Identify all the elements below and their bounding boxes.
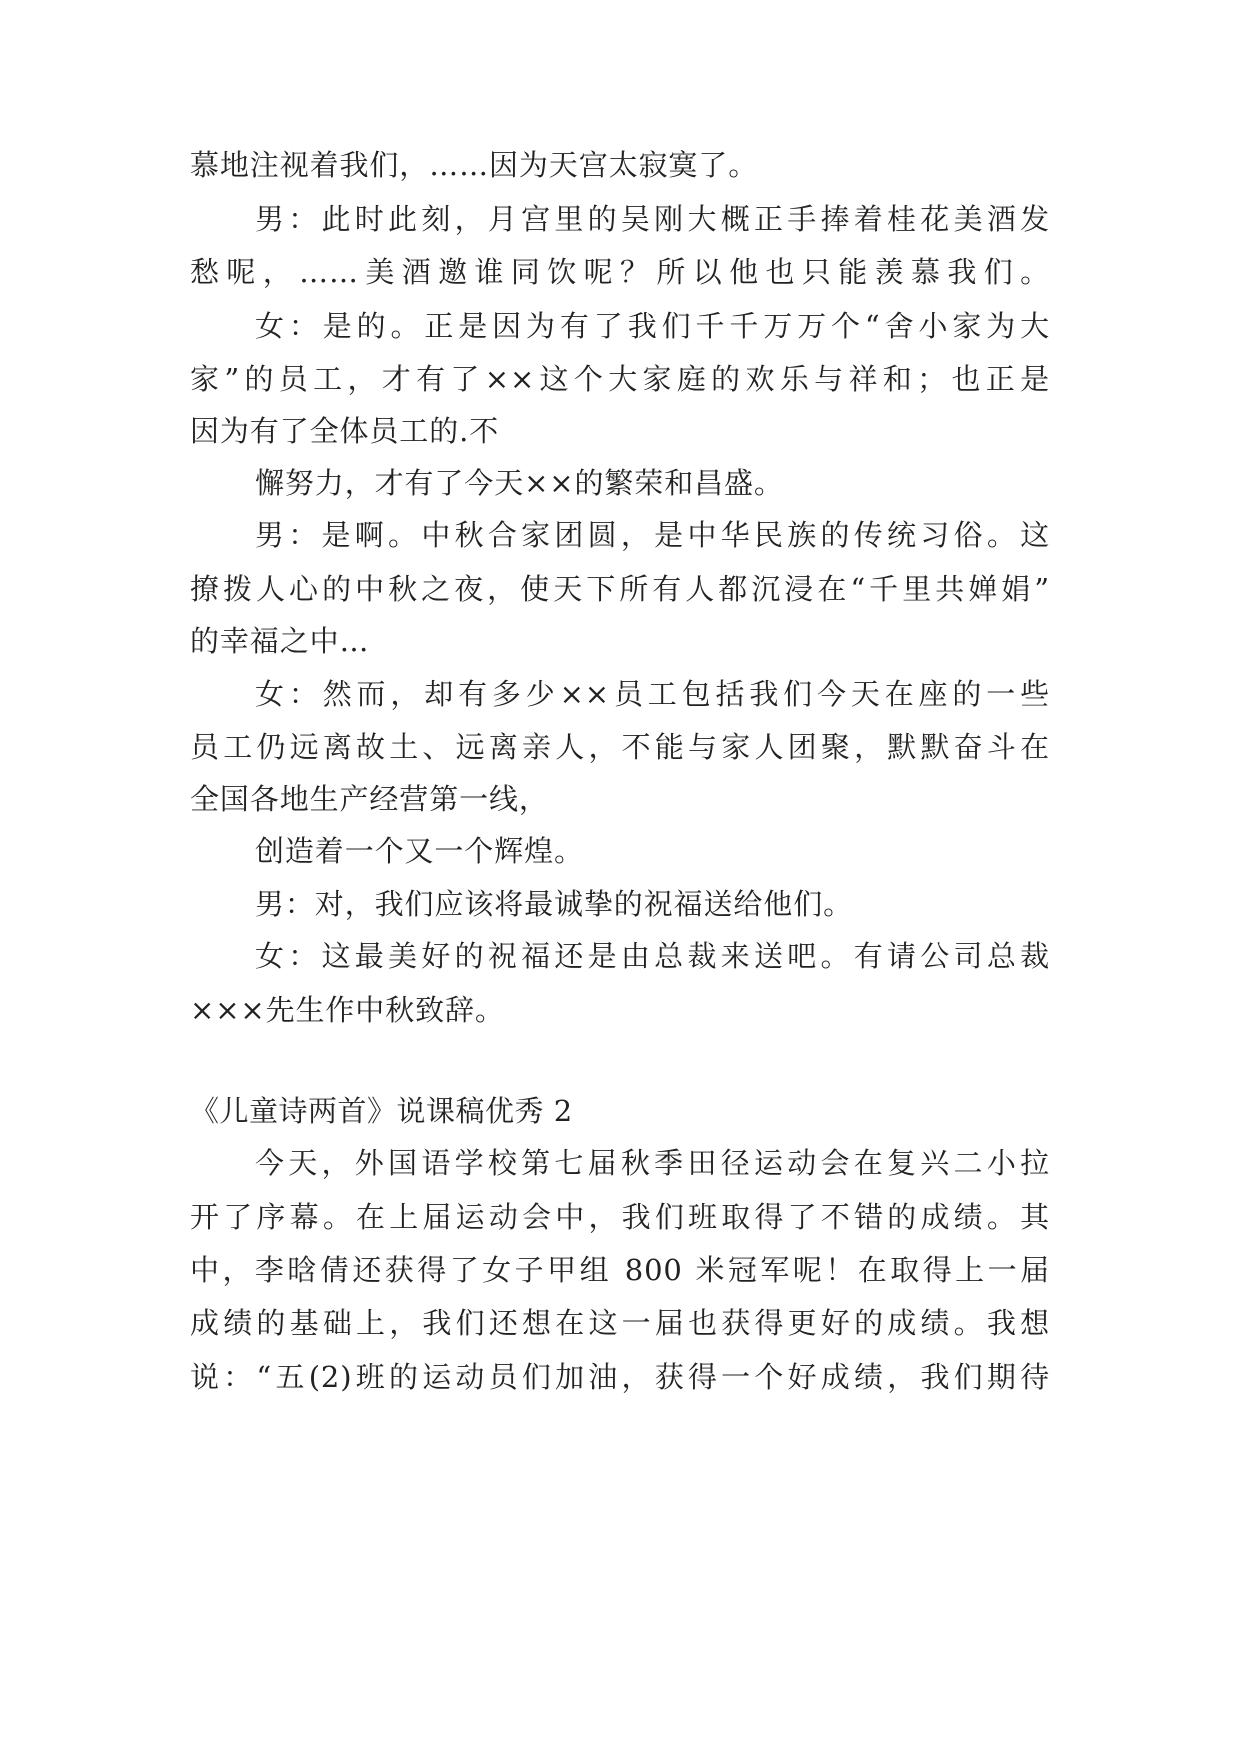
text-line: 女：然而，却有多少××员工包括我们今天在座的一些 [255,677,1050,711]
text-line: 成绩的基础上，我们还想在这一届也获得更好的成绩。我想 [190,1306,1050,1340]
text-line: 因为有了全体员工的.不 [190,414,500,448]
text-line: 说：“五(2)班的运动员们加油，获得一个好成绩，我们期待 [190,1360,1050,1394]
text-line: 撩拨人心的中秋之夜，使天下所有人都沉浸在“千里共婵娟” [190,572,1050,606]
text-line: 家”的员工，才有了××这个大家庭的欢乐与祥和；也正是 [190,362,1050,396]
text-line: 懈努力，才有了今天××的繁荣和昌盛。 [255,466,784,500]
text-line: 全国各地生产经营第一线， [190,782,549,816]
text-line: 男：是啊。中秋合家团圆，是中华民族的传统习俗。这 [255,518,1050,552]
text-line: 愁呢，……美酒邀谁同饮呢？所以他也只能羡慕我们。 [190,255,1050,289]
text-line: ×××先生作中秋致辞。 [190,993,505,1027]
text-line: 今天，外国语学校第七届秋季田径运动会在复兴二小拉 [255,1146,1050,1180]
text-line: 女：这最美好的祝福还是由总裁来送吧。有请公司总裁 [255,939,1050,973]
text-line: 女：是的。正是因为有了我们千千万万个“舍小家为大 [255,309,1050,343]
section-heading: 《儿童诗两首》说课稿优秀 2 [190,1094,573,1128]
text-line: 男：对，我们应该将最诚挚的祝福送给他们。 [255,887,854,921]
text-line: 慕地注视着我们，……因为天宫太寂寞了。 [190,148,759,182]
text-line: 创造着一个又一个辉煌。 [255,834,584,868]
text-line: 中，李晗倩还获得了女子甲组 800 米冠军呢！在取得上一届 [190,1253,1050,1287]
text-line: 员工仍远离故土、远离亲人，不能与家人团聚，默默奋斗在 [190,730,1050,764]
text-line: 开了序幕。在上届运动会中，我们班取得了不错的成绩。其 [190,1200,1050,1234]
text-line: 的幸福之中… [190,624,370,658]
text-line: 男：此时此刻，月宫里的吴刚大概正手捧着桂花美酒发 [255,202,1050,236]
